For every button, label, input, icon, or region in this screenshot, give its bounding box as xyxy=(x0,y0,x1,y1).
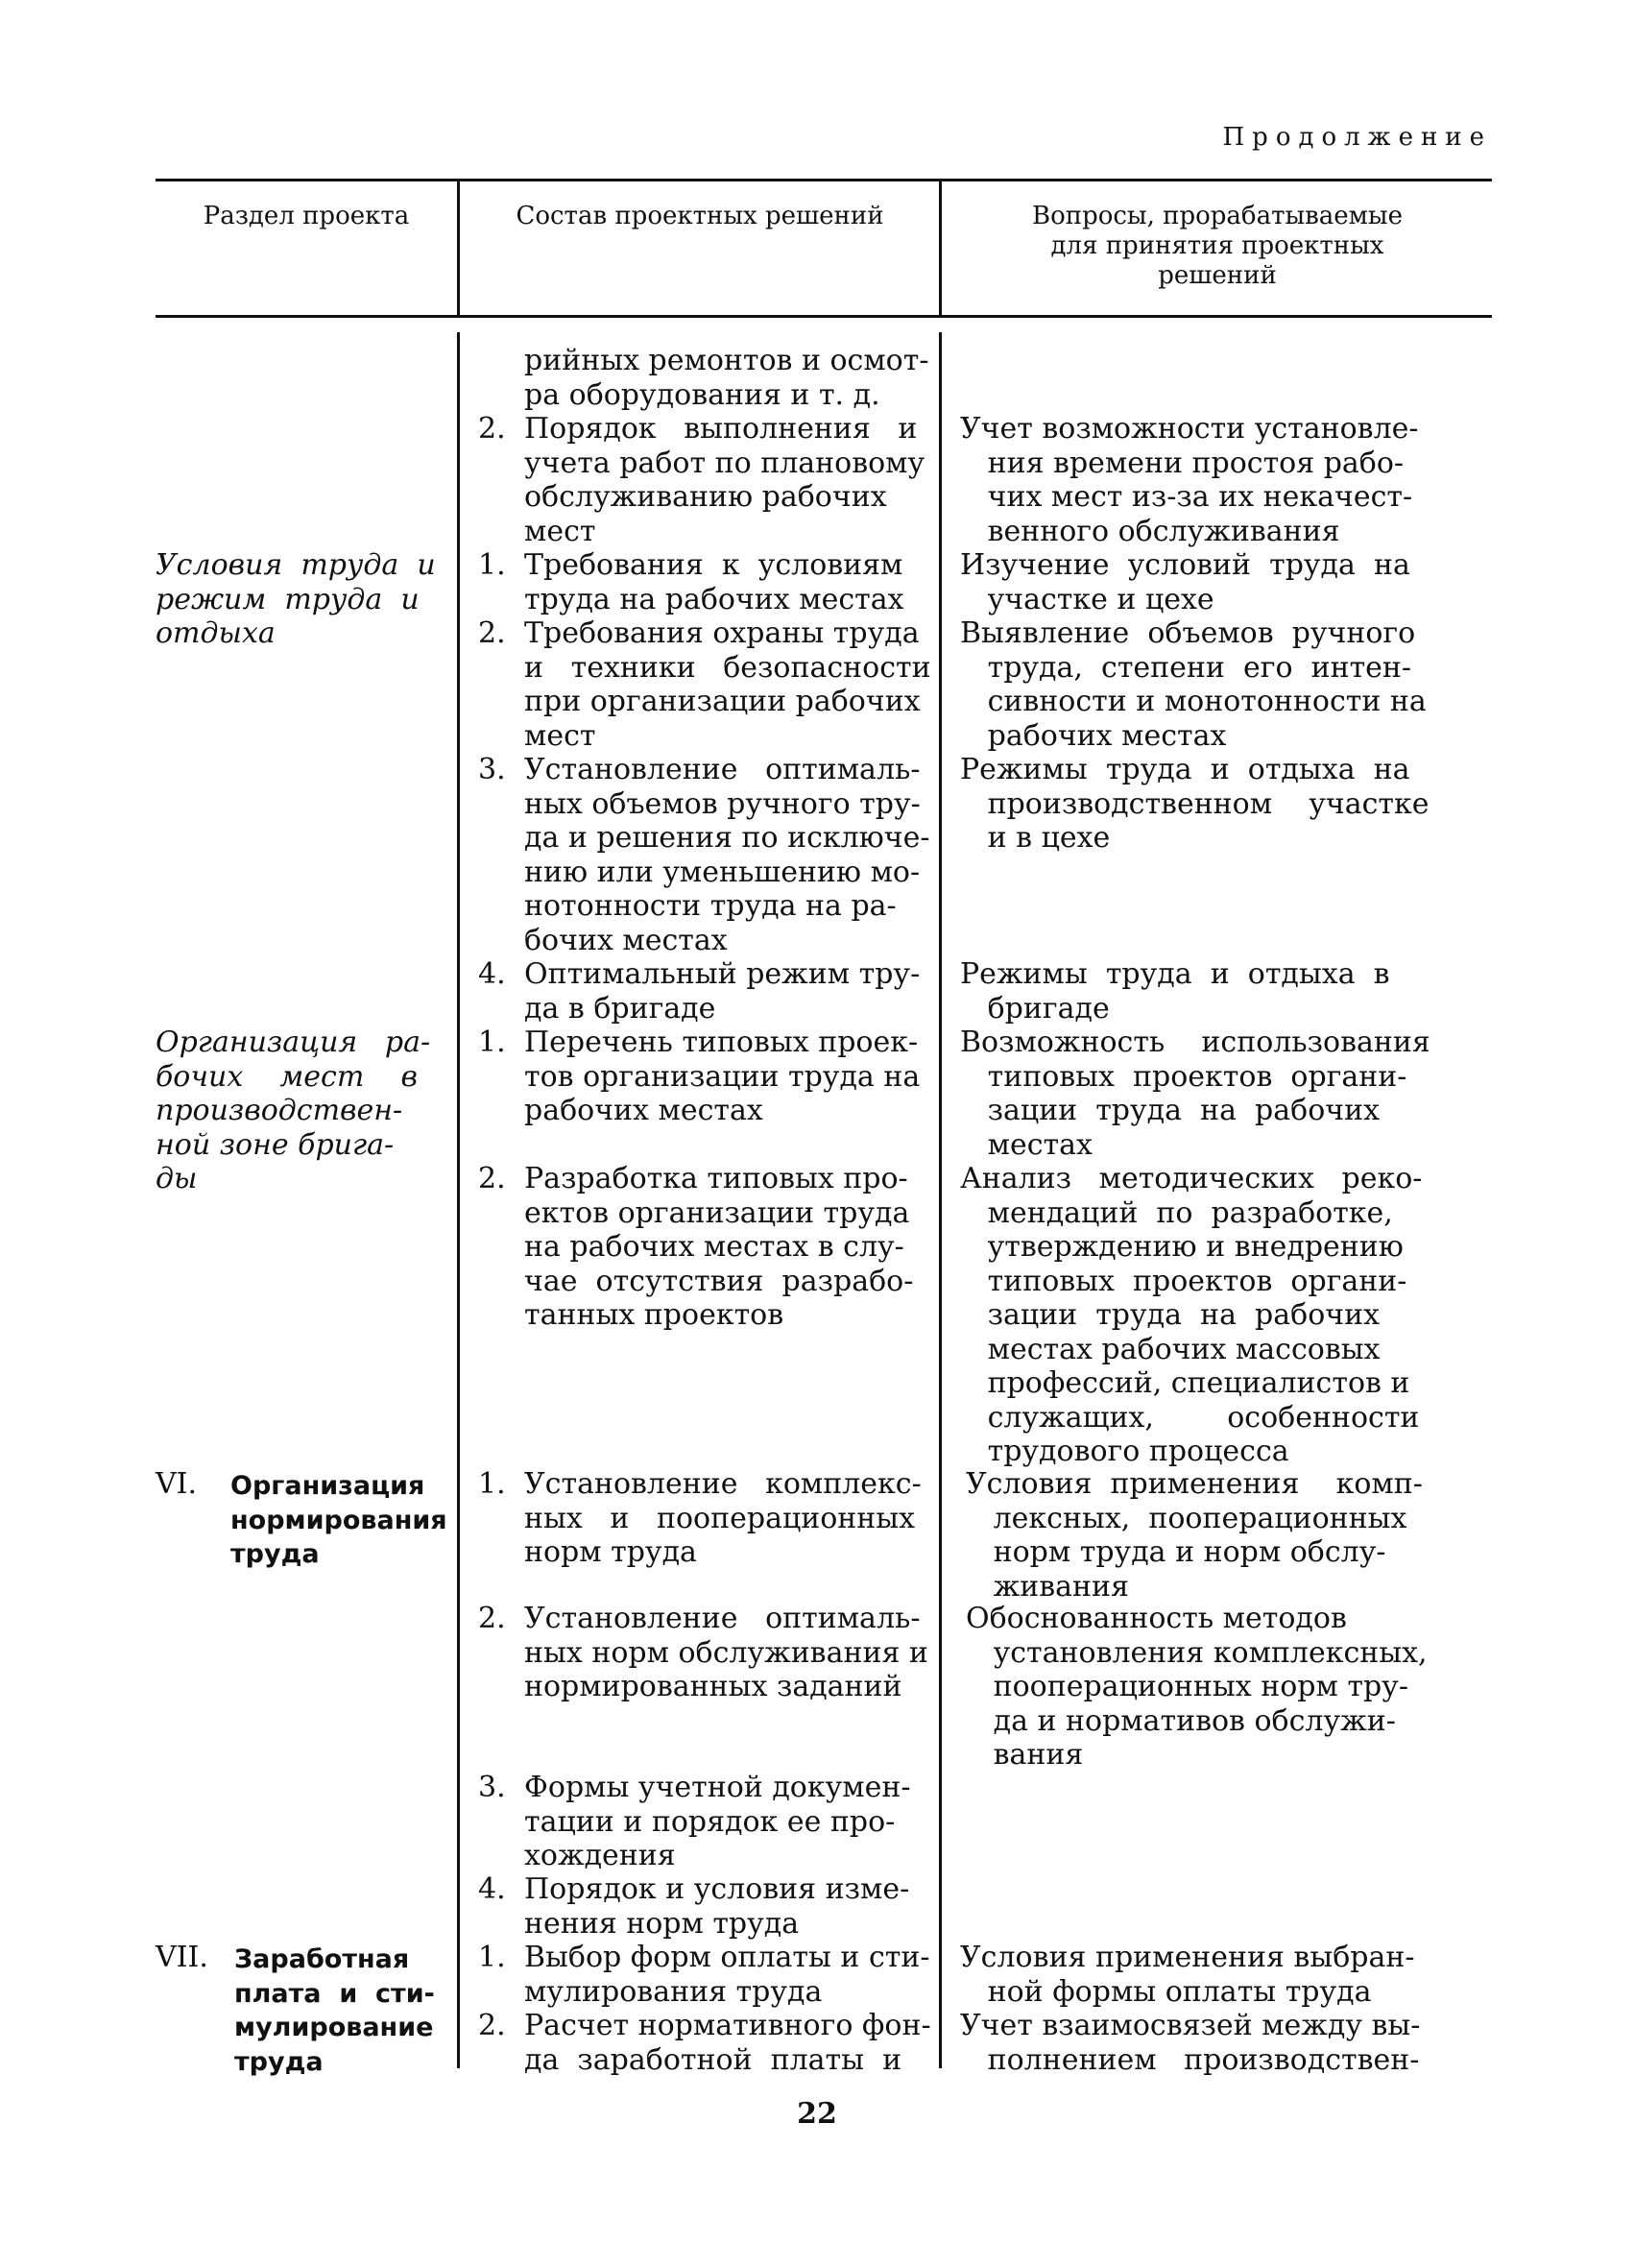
composition-number: 4. xyxy=(478,1872,506,1906)
question-text: Режимы труда и отдыха на производственном участке и в цехе xyxy=(960,753,1430,855)
question-text: Режимы труда и отдыха в бригаде xyxy=(960,957,1390,1025)
composition-number: 1. xyxy=(478,1941,506,1974)
question-text: Выявление объемов ручного труда, степени его интен- сивности и монотонности на рабочих местах xyxy=(960,616,1427,753)
section-roman-numeral: VII. xyxy=(156,1941,208,1974)
composition-number: 1. xyxy=(478,1025,506,1059)
question-text: Анализ методических реко- мендаций по разработке, утверждению и внедрению типовых проектов органи- зации труда на рабочих местах рабочих массовых профессий, специалистов и служащих, особенности трудового процесса xyxy=(960,1162,1423,1468)
page-number: 22 xyxy=(797,2097,837,2131)
header-divider-1 xyxy=(457,179,460,317)
composition-number: 2. xyxy=(478,1602,506,1635)
header-questions: Вопросы, прорабатываемые для принятия проектных решений xyxy=(1031,202,1403,290)
composition-number: 2. xyxy=(478,2009,506,2042)
composition-text: Выбор форм оплаты и сти- мулирования труда xyxy=(524,1941,930,2009)
composition-number: 1. xyxy=(478,548,506,582)
composition-text: Формы учетной докумен- тации и порядок ее про- хождения xyxy=(524,1771,911,1872)
section-roman-numeral: VI. xyxy=(156,1467,198,1501)
composition-number: 2. xyxy=(478,1162,506,1195)
composition-number: 4. xyxy=(478,957,506,991)
composition-text: Разработка типовых про- ектов организации труда на рабочих местах в слу- чае отсутствия разрабо- танных проектов xyxy=(524,1162,914,1332)
composition-text: Порядок и условия изме- нения норм труда xyxy=(524,1872,910,1941)
table-top-rule xyxy=(156,179,1492,181)
question-text: Возможность использования типовых проектов органи- зации труда на рабочих местах xyxy=(960,1025,1430,1162)
question-text: Обоснованность методов установления комплексных, пооперационных норм тру- да и нормативов обслужи- вания xyxy=(966,1602,1428,1772)
column-divider-2 xyxy=(939,332,942,2068)
composition-text: Требования охраны труда и техники безопасности при организации рабочих мест xyxy=(524,616,931,753)
section-name: Организация нормирования труда xyxy=(230,1471,447,1569)
composition-text: Порядок выполнения и учета работ по плановому обслуживанию рабочих мест xyxy=(524,412,925,548)
header-section: Раздел проекта xyxy=(203,202,410,230)
column-divider-1 xyxy=(457,332,460,2068)
composition-text: Установление комплекс- ных и пооперационных норм труда xyxy=(524,1467,922,1569)
question-text: Учет возможности установле- ния времени простоя рабо- чих мест из-за их некачест- венного обслуживания xyxy=(960,412,1419,548)
header-composition: Состав проектных решений xyxy=(516,202,884,230)
composition-number: 2. xyxy=(478,616,506,650)
section-name: Организация ра- бочих мест в производствен- ной зоне брига- ды xyxy=(156,1025,431,1195)
composition-text: рийных ремонтов и осмот- ра оборудования и т. д. xyxy=(524,344,929,412)
question-text: Изучение условий труда на участке и цехе xyxy=(960,548,1410,616)
question-text: Условия применения комп- лексных, пооперационных норм труда и норм обслу- живания xyxy=(966,1467,1423,1604)
question-text: Условия применения выбран- ной формы оплаты труда xyxy=(960,1941,1415,2009)
composition-text: Перечень типовых проек- тов организации труда на рабочих местах xyxy=(524,1025,921,1127)
composition-number: 1. xyxy=(478,1467,506,1501)
composition-number: 3. xyxy=(478,1771,506,1804)
section-name: Заработная плата и сти- мулирование труда xyxy=(234,1944,435,2077)
question-text: Учет взаимосвязей между вы- полнением производствен- xyxy=(960,2009,1421,2077)
section-name: Условия труда и режим труда и отдыха xyxy=(156,548,436,650)
header-bottom-rule xyxy=(156,315,1492,318)
composition-text: Требования к условиям труда на рабочих местах xyxy=(524,548,904,616)
composition-number: 2. xyxy=(478,412,506,446)
composition-text: Установление оптималь- ных норм обслуживания и нормированных заданий xyxy=(524,1602,928,1703)
composition-text: Установление оптималь- ных объемов ручного тру- да и решения по исключе- нию или уменьшению мо- нотонности труда на ра- бочих местах xyxy=(524,753,930,957)
composition-text: Оптимальный режим тру- да в бригаде xyxy=(524,957,921,1025)
composition-text: Расчет нормативного фон- да заработной платы и xyxy=(524,2009,931,2077)
header-divider-2 xyxy=(939,179,942,317)
composition-number: 3. xyxy=(478,753,506,786)
continuation-label: Продолжение xyxy=(1222,123,1492,152)
